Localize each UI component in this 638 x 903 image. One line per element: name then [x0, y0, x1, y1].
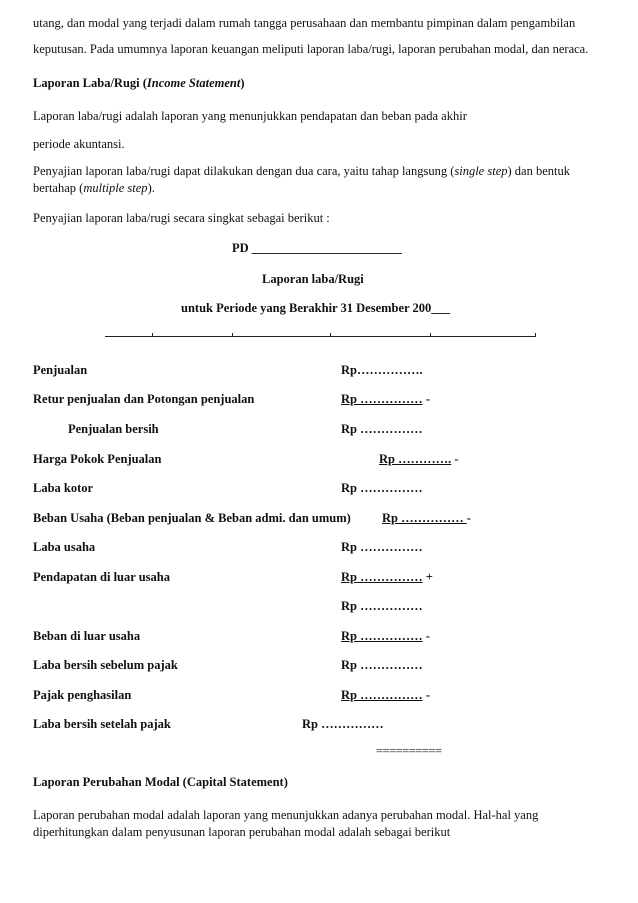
- heading-italic-text: Income Statement: [146, 76, 241, 90]
- row-amount-beban-luar-usaha: [341, 628, 430, 644]
- row-label-beban-luar-usaha: Beban di luar usaha: [33, 629, 141, 643]
- row-label-pajak-penghasilan: Pajak penghasilan: [33, 688, 132, 702]
- section-heading-capital-statement: Laporan Perubahan Modal (Capital Statement): [33, 775, 288, 789]
- row-label-penjualan: Penjualan: [33, 363, 88, 377]
- amount-text: Rp ………….: [379, 452, 452, 466]
- row-label-laba-sebelum-pajak: Laba bersih sebelum pajak: [33, 658, 178, 672]
- amount-text: Rp ……………: [341, 599, 423, 613]
- row-amount-penjualan-bersih: [341, 421, 423, 437]
- statement-company: PD ________________________: [232, 241, 402, 255]
- row-label-laba-usaha: Laba usaha: [33, 540, 96, 554]
- amount-text: Rp…………….: [341, 363, 423, 377]
- row-amount-laba-sebelum-pajak: [341, 657, 423, 673]
- amount-text: Rp ……………: [341, 422, 423, 436]
- divider-tick: [535, 333, 536, 337]
- amount-text: Rp ……………: [341, 570, 423, 584]
- operator: -: [466, 511, 471, 525]
- row-label-laba-setelah-pajak: Laba bersih setelah pajak: [33, 717, 171, 731]
- paragraph-summary-intro: Penyajian laporan laba/rugi secara singkat sebagai berikut :: [33, 211, 330, 225]
- heading-text: Laporan Laba/Rugi (: [33, 76, 147, 90]
- paragraph-definition-line-1: Laporan laba/rugi adalah laporan yang menunjukkan pendapatan dan beban pada akhir: [33, 109, 467, 123]
- row-amount-pajak-penghasilan: [341, 687, 430, 703]
- paragraph-methods-line-1: [33, 163, 570, 179]
- row-label-beban-usaha: Beban Usaha (Beban penjualan & Beban admi. dan umum): [33, 511, 351, 525]
- amount-text: Rp ……………: [341, 658, 423, 672]
- row-amount-retur: [341, 391, 430, 407]
- divider-tick: [330, 333, 331, 337]
- paragraph-capital-line-1: Laporan perubahan modal adalah laporan yang menunjukkan adanya perubahan modal. Hal-hal yang: [33, 808, 539, 822]
- row-label-retur: Retur penjualan dan Potongan penjualan: [33, 392, 255, 406]
- row-label-penjualan-bersih: Penjualan bersih: [68, 422, 159, 436]
- amount-text: Rp ……………: [382, 511, 467, 525]
- paragraph-capital-line-2: diperhitungkan dalam penyusunan laporan perubahan modal adalah sebagai berikut: [33, 825, 451, 839]
- amount-text: Rp ……………: [341, 392, 423, 406]
- amount-text: Rp ……………: [302, 717, 384, 731]
- divider-tick: [152, 333, 153, 337]
- italic-term: multiple step: [83, 181, 148, 195]
- operator: -: [451, 452, 459, 466]
- section-heading-income-statement: [33, 75, 245, 91]
- header-divider: [105, 336, 535, 337]
- row-amount-beban-usaha: [382, 510, 471, 526]
- amount-text: Rp ……………: [341, 540, 423, 554]
- row-amount-laba-usaha: [341, 539, 423, 555]
- row-label-pendapatan-luar-usaha: Pendapatan di luar usaha: [33, 570, 170, 584]
- intro-line-2: keputusan. Pada umumnya laporan keuangan meliputi laporan laba/rugi, laporan perubahan modal, dan neraca.: [33, 42, 589, 56]
- row-amount-pendapatan-luar-usaha: [341, 569, 433, 585]
- operator: +: [422, 570, 433, 584]
- statement-title: Laporan laba/Rugi: [262, 272, 364, 286]
- operator: -: [422, 392, 430, 406]
- row-amount-subtotal: [341, 598, 423, 614]
- paragraph-definition-line-2: periode akuntansi.: [33, 137, 125, 151]
- row-amount-hpp: [379, 451, 459, 467]
- heading-close-text: ): [240, 76, 245, 90]
- text-part: ) dan bentuk: [507, 164, 570, 178]
- row-amount-laba-setelah-pajak: [302, 716, 384, 732]
- operator: -: [422, 629, 430, 643]
- row-amount-laba-kotor: [341, 480, 423, 496]
- paragraph-methods-line-2: [33, 180, 155, 196]
- row-label-laba-kotor: Laba kotor: [33, 481, 94, 495]
- italic-term: single step: [454, 164, 508, 178]
- operator: -: [422, 688, 430, 702]
- text-part: Penyajian laporan laba/rugi dapat dilakukan dengan dua cara, yaitu tahap langsung (: [33, 164, 455, 178]
- intro-line-1: utang, dan modal yang terjadi dalam rumah tangga perusahaan dan membantu pimpinan dalam pengambilan: [33, 16, 576, 30]
- double-underline: ==========: [376, 744, 442, 758]
- text-part: ).: [147, 181, 155, 195]
- statement-period: untuk Periode yang Berakhir 31 Desember 200___: [181, 301, 450, 315]
- amount-text: Rp ……………: [341, 629, 423, 643]
- amount-text: Rp ……………: [341, 481, 423, 495]
- row-amount-penjualan: [341, 362, 423, 378]
- divider-tick: [430, 333, 431, 337]
- amount-text: Rp ……………: [341, 688, 423, 702]
- text-part: bertahap (: [33, 181, 84, 195]
- divider-tick: [232, 333, 233, 337]
- row-label-hpp: Harga Pokok Penjualan: [33, 452, 162, 466]
